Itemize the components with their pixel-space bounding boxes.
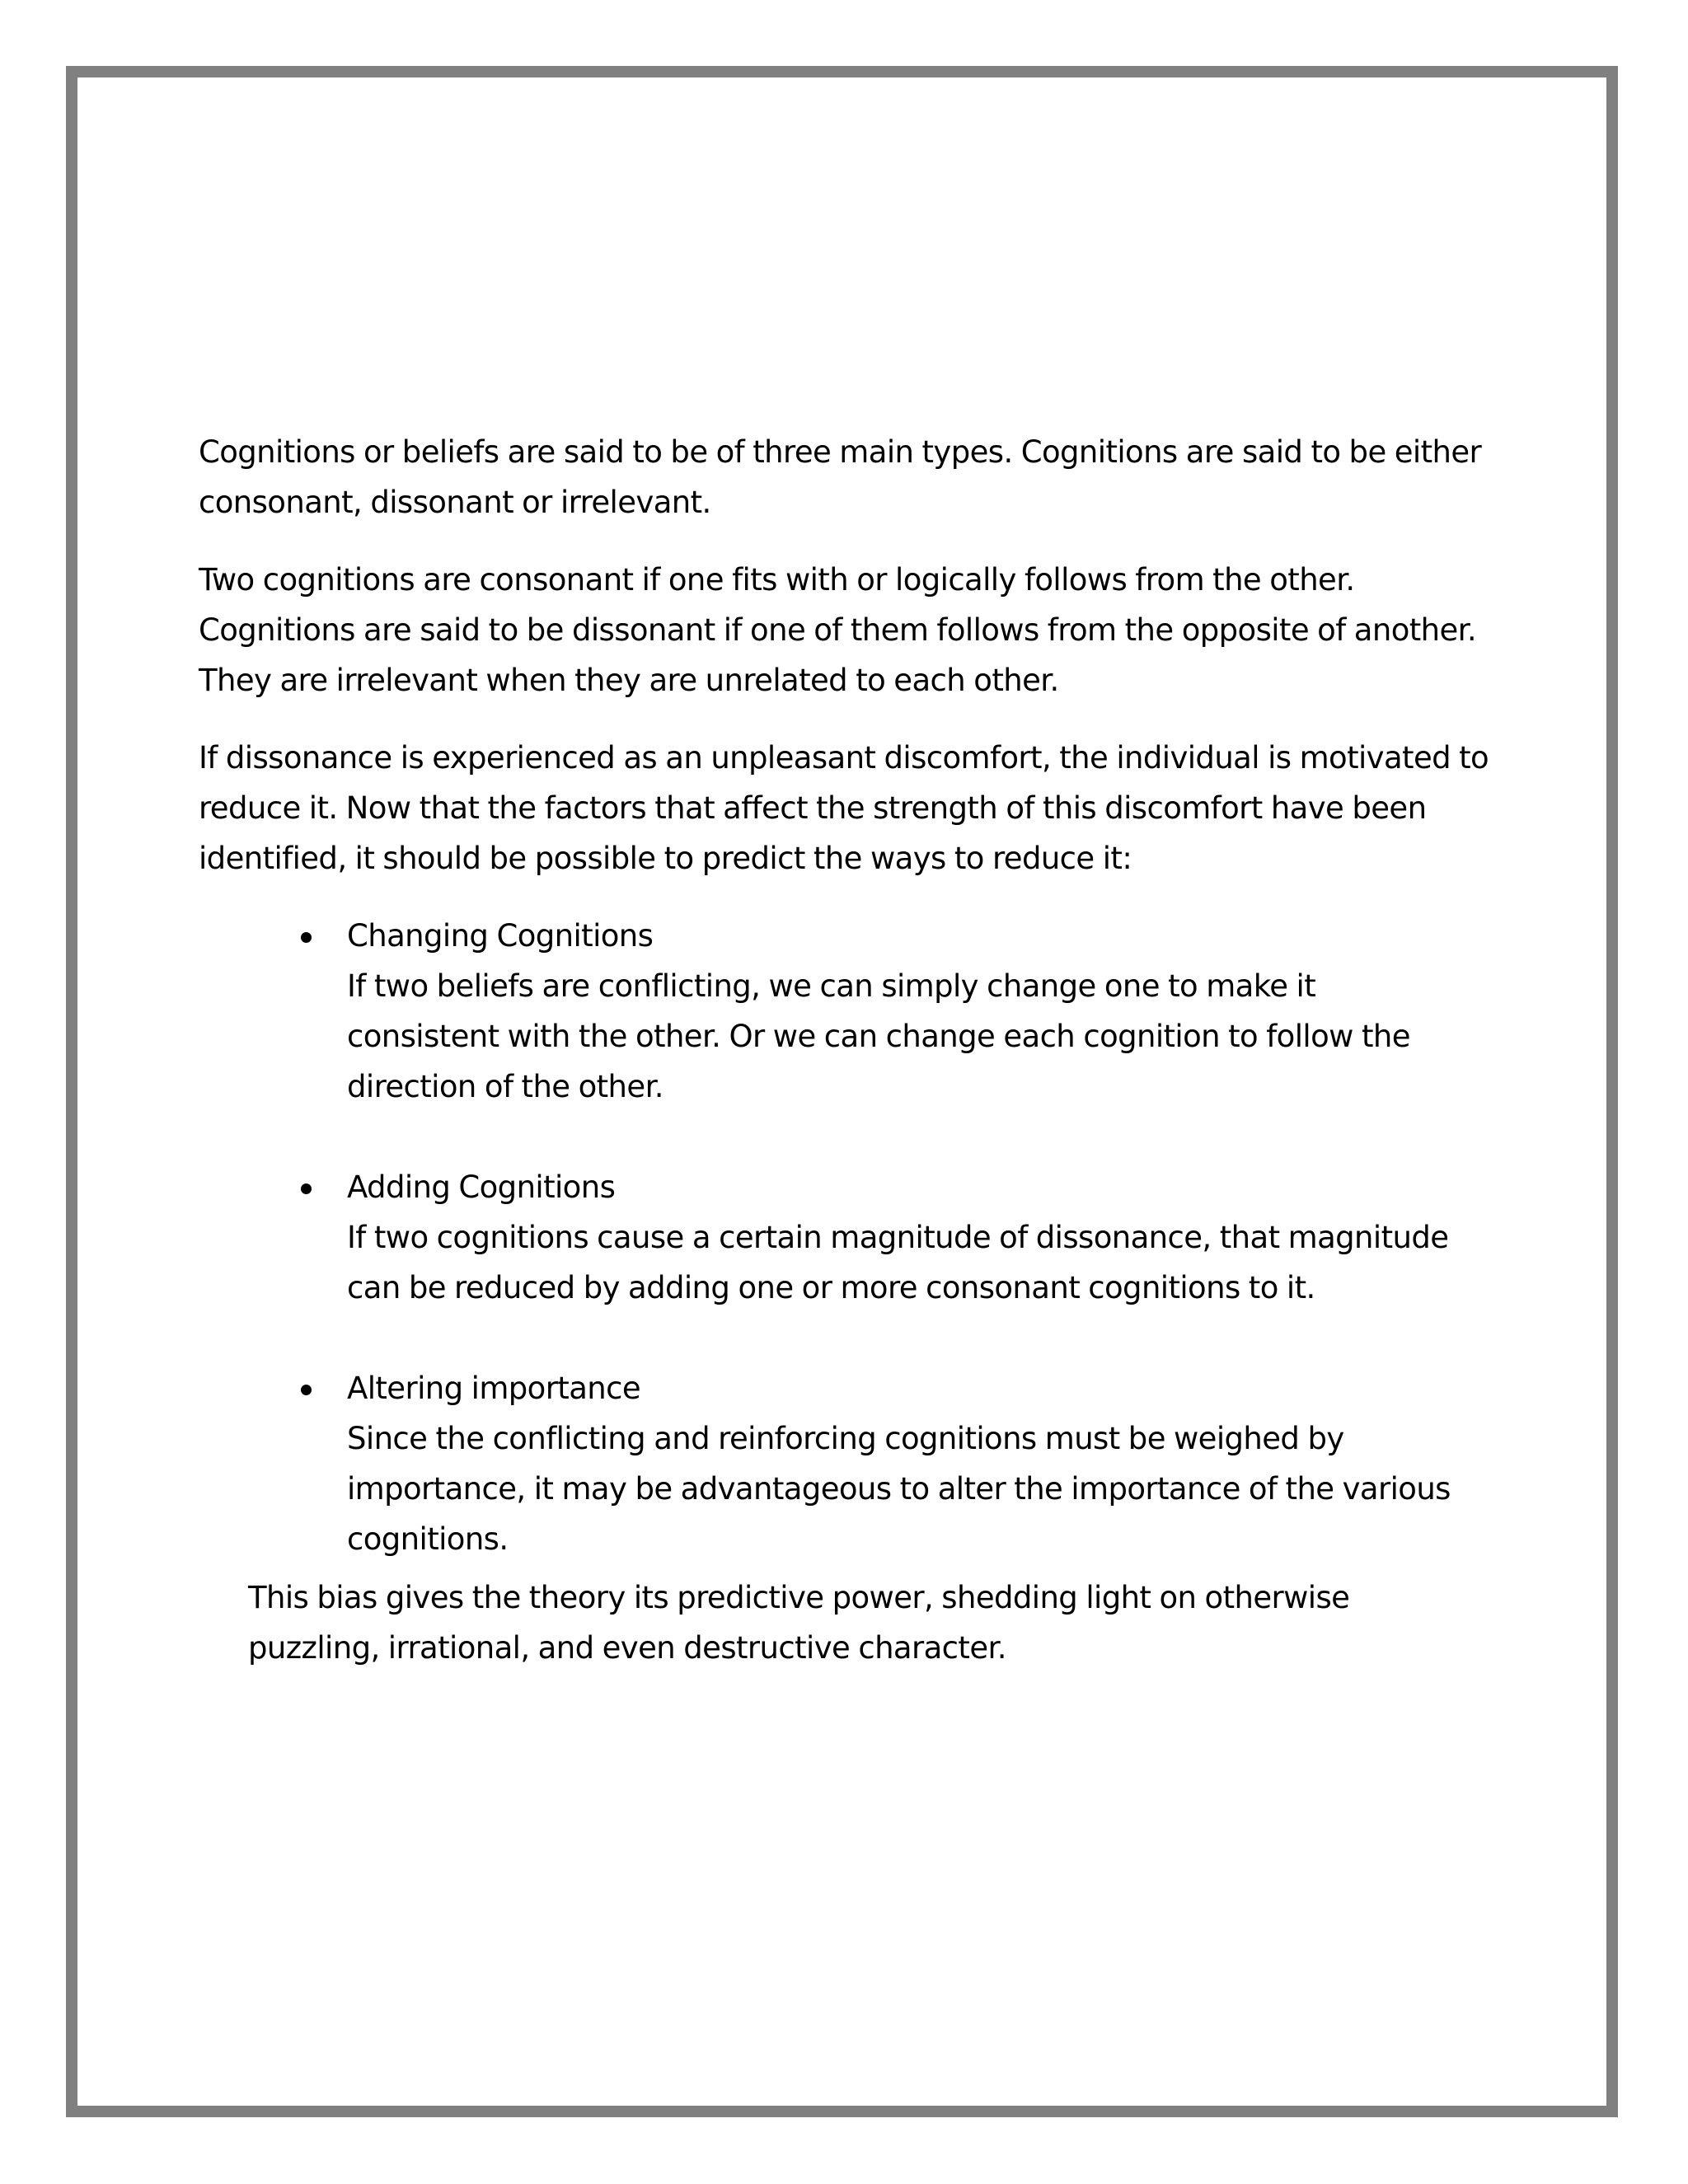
paragraph-cognition-definitions: Two cognitions are consonant if one fits with or logically follows from the other. Cognitions are said to be dissonant if one of them follows from the opposite of another. They are irrelevant when they are unrelated to each other. (199, 562, 1477, 698)
reduction-methods-list (199, 911, 1497, 1564)
bullet-icon (301, 1385, 312, 1395)
list-item-description: If two cognitions cause a certain magnitude of dissonance, that magnitude can be reduced by adding one or more consonant cognitions to it. (347, 1220, 1449, 1305)
list-item-description: If two beliefs are conflicting, we can simply change one to make it consistent with the other. Or we can change each cognition to follow the direction of the other. (347, 968, 1410, 1104)
list-item-title: Changing Cognitions (347, 918, 654, 954)
list-item-adding-cognitions (199, 1162, 1497, 1313)
list-item-changing-cognitions (199, 911, 1497, 1112)
list-item-altering-importance (199, 1363, 1497, 1564)
bullet-icon (301, 1183, 312, 1194)
list-item-title: Altering importance (347, 1371, 641, 1406)
paragraph-dissonance-reduction: If dissonance is experienced as an unpleasant discomfort, the individual is motivated to reduce it. Now that the factors that affect the strength of this discomfort have been identified, it should be possible to predict the ways to reduce it: (199, 740, 1489, 876)
list-item-description: Since the conflicting and reinforcing cognitions must be weighed by importance, it may be advantageous to alter the importance of the various cognitions. (347, 1421, 1451, 1557)
closing-paragraph: This bias gives the theory its predictive power, shedding light on otherwise puzzling, irrational, and even destructive character. (248, 1580, 1350, 1666)
bullet-icon (301, 932, 312, 943)
paragraph-cognition-types: Cognitions or beliefs are said to be of three main types. Cognitions are said to be either consonant, dissonant or irrelevant. (199, 434, 1482, 520)
list-item-title: Adding Cognitions (347, 1169, 616, 1205)
document-body (199, 427, 1497, 1673)
